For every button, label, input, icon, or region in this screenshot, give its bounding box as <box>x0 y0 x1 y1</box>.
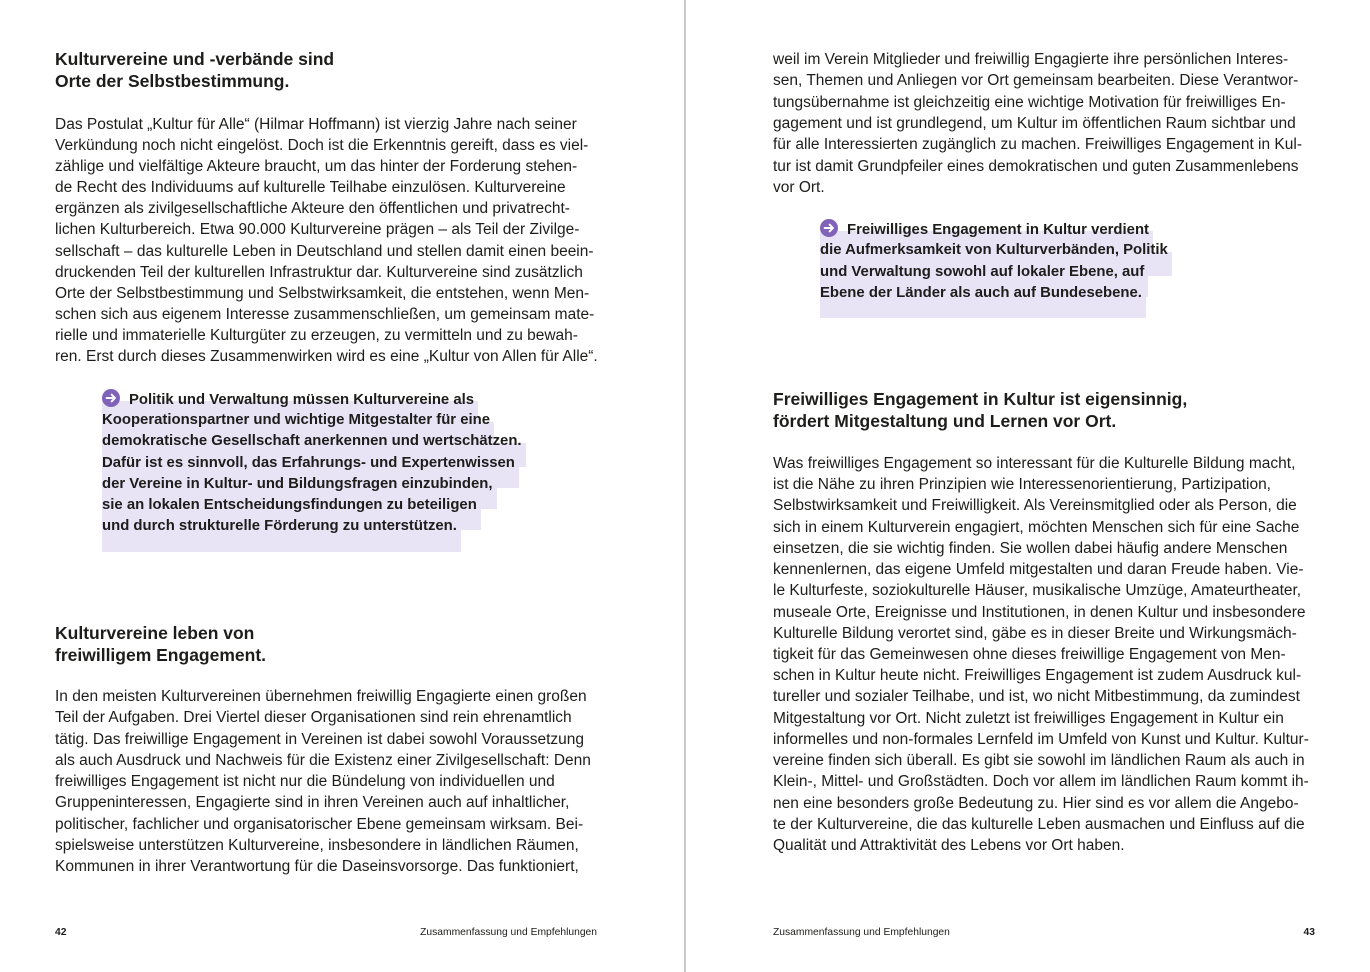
paragraph-line: schen sich aus eigenem Interesse zusammenschließen, um gemeinsam mate- <box>55 305 595 323</box>
paragraph-line: de Recht des Individuums auf kulturelle Teilhabe einzulösen. Kulturvereine <box>55 179 566 197</box>
arrow-right-circle-icon <box>102 389 120 407</box>
paragraph-line: vereine finden sich überall. Es gibt sie sowohl im ländlichen Raum als auch in <box>773 752 1305 770</box>
paragraph-line: Was freiwilliges Engagement so interessant für die Kulturelle Bildung macht, <box>773 455 1296 472</box>
callout-line <box>102 431 522 452</box>
paragraph <box>55 114 598 367</box>
paragraph-line: Selbstwirksamkeit und Freiwilligkeit. Als Vereinsmitglied oder als Person, die <box>773 497 1297 515</box>
callout-line <box>820 219 1168 240</box>
callout-highlight <box>102 389 474 411</box>
paragraph-line: spielsweise unterstützen Kulturvereine, insbesondere in ländlichen Räumen, <box>55 836 579 854</box>
callout-text: und durch strukturelle Förderung zu unterstützen. <box>102 516 457 537</box>
callout-line <box>820 240 1168 261</box>
paragraph-line: sen, Themen und Anliegen vor Ort gemeinsam bearbeiten. Diese Verantwor- <box>773 72 1299 90</box>
paragraph-line: schen in Kultur heute nicht. Freiwilliges Engagement ist zudem Ausdruck kul- <box>773 667 1302 685</box>
callout-line <box>102 516 522 537</box>
paragraph-line: kennenlernen, das eigene Umfeld mitgestalten und daran Freude haben. Vie- <box>773 561 1304 579</box>
paragraph-line: Orte der Selbstbestimmung und Selbstwirksamkeit, die entstehen, wenn Men- <box>55 284 590 302</box>
callout-line <box>820 283 1168 304</box>
heading-line: fördert Mitgestaltung und Lernen vor Ort. <box>773 411 1117 431</box>
running-footer: Zusammenfassung und Empfehlungen <box>773 927 950 938</box>
callout-text: sie an lokalen Entscheidungsfindungen zu beteiligen <box>102 495 477 516</box>
paragraph <box>773 453 1309 856</box>
callout-text: demokratische Gesellschaft anerkennen und wertschätzen. <box>102 431 522 452</box>
paragraph <box>773 49 1302 198</box>
callout-line <box>102 474 522 495</box>
paragraph-line: freiwilliges Engagement ist nicht nur die Bündelung von individuellen und <box>55 773 555 790</box>
paragraph-line: zählige und vielfältige Akteure braucht, um das hinter der Forderung stehen- <box>55 158 578 176</box>
callout-text: die Aufmerksamkeit von Kulturverbänden, Politik <box>820 240 1168 261</box>
paragraph-line: Teil der Aufgaben. Drei Viertel dieser Organisationen sind rein ehrenamtlich <box>55 709 572 727</box>
callout-line <box>102 410 522 431</box>
paragraph-line: In den meisten Kulturvereinen übernehmen freiwillig Engagierte einen großen <box>55 688 587 705</box>
paragraph-line: tureller und sozialer Teilhabe, und ist, wo nicht Mitbestimmung, da zumindest <box>773 688 1300 706</box>
paragraph-line: politischer, fachlicher und organisatorischer Ebene gemeinsam wirksam. Bei- <box>55 815 584 833</box>
paragraph-line: sich in einem Kulturverein engagiert, möchten Menschen sich für eine Sache <box>773 518 1300 536</box>
callout-text: und Verwaltung sowohl auf lokaler Ebene, auf <box>820 262 1144 283</box>
paragraph-line: museale Orte, Ereignisse und Institutionen, in denen Kultur und insbesondere <box>773 603 1306 621</box>
paragraph-line: ren. Erst durch dieses Zusammenwirken wird es eine „Kultur von Allen für Alle“. <box>55 348 598 366</box>
arrow-right-circle-icon <box>820 219 838 237</box>
paragraph-line: te der Kulturvereine, die das kulturelle Leben ausmachen und Einfluss auf die <box>773 815 1305 833</box>
paragraph-line: Gruppeninteressen, Engagierte sind in ihren Vereinen auch auf inhaltlicher, <box>55 794 570 812</box>
paragraph-line: rielle und immaterielle Kulturgüter zu erzeugen, zu vermitteln und zu bewah- <box>55 326 578 344</box>
callout-box <box>820 219 1168 304</box>
paragraph-line: sellschaft – das kulturelle Leben in Deutschland und stellen damit einen beein- <box>55 242 594 260</box>
paragraph-line: le Kulturfeste, soziokulturelle Häuser, musikalische Umzüge, Amateurtheater, <box>773 582 1302 600</box>
paragraph-line: informelles und non-formales Lernfeld im Umfeld von Kunst und Kultur. Kultur- <box>773 730 1309 748</box>
paragraph-line: ergänzen als zivilgesellschaftliche Akteure den öffentlichen und privatrecht- <box>55 200 570 218</box>
heading-line: Orte der Selbstbestimmung. <box>55 71 290 91</box>
callout-text: Dafür ist es sinnvoll, das Erfahrungs- und Expertenwissen <box>102 453 515 474</box>
paragraph-line: vor Ort. <box>773 178 825 196</box>
section-heading <box>55 48 334 92</box>
paragraph-line: Klein-, Mittel- und Großstädten. Doch vor allem im ländlichen Raum kommt ih- <box>773 773 1309 791</box>
paragraph-line: weil im Verein Mitglieder und freiwillig Engagierte ihre persönlichen Interes- <box>773 51 1289 68</box>
callout-line <box>102 495 522 516</box>
paragraph-line: einsetzen, die sie wichtig finden. Sie wollen dabei häufig andere Menschen <box>773 539 1288 557</box>
paragraph-line: tigkeit für das Gemeinwesen ohne dieses freiwillige Engagement von Men- <box>773 645 1286 663</box>
paragraph-line: tungsübernahme ist gleichzeitig eine wichtige Motivation für freiwilliges En- <box>773 93 1286 111</box>
right-page <box>685 0 1370 972</box>
section-heading <box>55 622 266 666</box>
callout-text: der Vereine in Kultur- und Bildungsfragen einzubinden, <box>102 474 493 495</box>
paragraph <box>55 686 591 877</box>
paragraph-line: für alle Interessierten zugänglich zu machen. Freiwilliges Engagement in Kul- <box>773 136 1302 154</box>
paragraph-line: tur ist damit Grundpfeiler eines demokratischen und guten Zusammenlebens <box>773 157 1299 175</box>
callout-text: Ebene der Länder als auch auf Bundesebene. <box>820 283 1142 304</box>
running-footer: Zusammenfassung und Empfehlungen <box>420 927 597 938</box>
page-number: 43 <box>1303 927 1315 938</box>
callout-line <box>102 453 522 474</box>
page-number: 42 <box>55 927 67 938</box>
heading-line: Kulturvereine leben von <box>55 623 255 643</box>
heading-line: Freiwilliges Engagement in Kultur ist eigensinnig, <box>773 389 1188 409</box>
paragraph-line: Kulturelle Bildung verortet sind, gäbe es in dieser Breite und Wirkungsmäch- <box>773 624 1297 642</box>
callout-line <box>102 389 522 410</box>
paragraph-line: tätig. Das freiwillige Engagement in Vereinen ist dabei sowohl Voraussetzung <box>55 730 585 748</box>
callout-text: Freiwilliges Engagement in Kultur verdient <box>847 222 1150 238</box>
callout-text: Kooperationspartner und wichtige Mitgestalter für eine <box>102 410 490 431</box>
paragraph-line: als auch Ausdruck und Nachweis für die Existenz einer Zivilgesellschaft: Denn <box>55 751 591 769</box>
heading-line: Kulturvereine und -verbände sind <box>55 49 335 69</box>
callout-text: Politik und Verwaltung müssen Kulturvereine als <box>129 392 475 408</box>
callout-line <box>820 262 1168 283</box>
paragraph-line: druckenden Teil der kulturellen Infrastruktur dar. Kulturvereine sind zusätzlich <box>55 263 583 281</box>
paragraph-line: ist die Nähe zu ihren Prinzipien wie Interessenorientierung, Partizipation, <box>773 476 1271 494</box>
paragraph-line: Qualität und Attraktivität des Lebens vor Ort haben. <box>773 836 1125 854</box>
paragraph-line: Kommunen in ihrer Verantwortung für die Daseinsvorsorge. Das funktioniert, <box>55 858 579 875</box>
paragraph-line: nen eine besonders große Bedeutung zu. Hier sind es vor allem die Angebo- <box>773 794 1299 812</box>
paragraph-line: lichen Kulturbereich. Etwa 90.000 Kulturvereine prägen – als Teil der Zivilge- <box>55 221 580 239</box>
paragraph-line: gagement und ist grundlegend, um Kultur im öffentlichen Raum sichtbar und <box>773 114 1296 132</box>
section-heading <box>773 388 1187 432</box>
paragraph-line: Das Postulat „Kultur für Alle“ (Hilmar Hoffmann) ist vierzig Jahre nach seiner <box>55 116 577 133</box>
heading-line: freiwilligem Engagement. <box>55 645 267 665</box>
callout-box <box>102 389 522 537</box>
callout-highlight <box>820 219 1149 241</box>
paragraph-line: Mitgestaltung vor Ort. Nicht zuletzt ist freiwilliges Engagement in Kultur ein <box>773 709 1284 727</box>
paragraph-line: Verkündung noch nicht eingelöst. Doch ist die Erkenntnis gereift, dass es viel- <box>55 137 589 155</box>
